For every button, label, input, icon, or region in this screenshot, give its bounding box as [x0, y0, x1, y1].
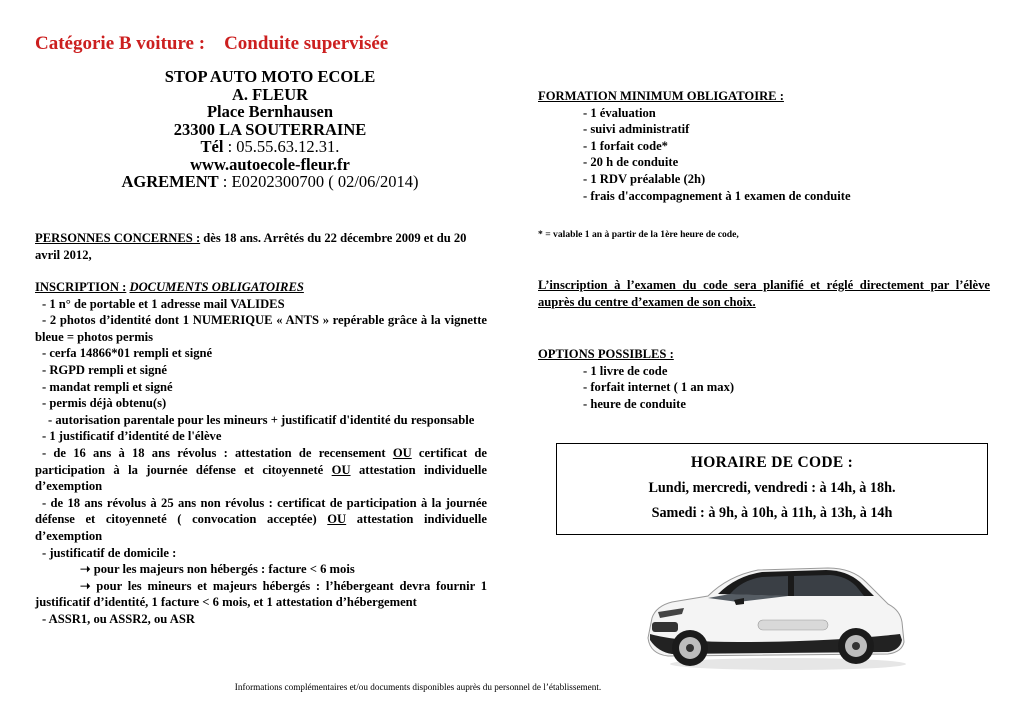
- age16-text-a: - de 16 ans à 18 ans révolus : attestation de recensement: [42, 445, 393, 460]
- school-website: www.autoecole-fleur.fr: [190, 154, 350, 174]
- heberges-item: [35, 578, 487, 611]
- phone-label: Tél: [200, 137, 224, 156]
- options-item: - heure de conduite: [583, 396, 686, 411]
- options-item: - forfait internet ( 1 an max): [583, 380, 735, 395]
- inscription-item: - mandat rempli et signé: [42, 379, 173, 394]
- horaire-title: HORAIRE DE CODE :: [690, 454, 854, 471]
- school-street: Place Bernhausen: [206, 102, 334, 121]
- formation-item: - frais d'accompagnement à 1 examen de conduite: [583, 188, 851, 203]
- arrow-right-icon: ➝: [80, 562, 91, 577]
- personnes-section: [35, 230, 487, 263]
- inscription-item: - 1 n° de portable et 1 adresse mail VALIDES: [42, 296, 285, 311]
- age18-text-a: - de 18 ans révolus à 25 ans non révolus : certificat de participation à la journée défense et citoyenneté ( convocation acceptée): [35, 495, 487, 527]
- inscription-item: - autorisation parentale pour les mineurs + justificatif d'identité du responsable: [48, 412, 475, 427]
- formation-item: - suivi administratif: [583, 122, 690, 137]
- inscription-item: - cerfa 14866*01 rempli et signé: [42, 346, 213, 361]
- non-heberges-item: [35, 561, 487, 578]
- school-agrement-line: [70, 173, 470, 191]
- personnes-text: dès 18 ans. Arrêtés du 22 décembre 2009 et du 20 avril 2012,: [35, 231, 467, 262]
- age16-text-b: certificat de participation à la journée défense et citoyenneté: [35, 445, 487, 477]
- age18-text-b: attestation individuelle d’exemption: [35, 512, 487, 543]
- school-director: A. FLEUR: [231, 84, 309, 104]
- non-heberges-text: pour les majeurs non hébergés : facture < 6 mois: [90, 562, 355, 577]
- personnes-label: PERSONNES CONCERNES :: [35, 231, 201, 245]
- inscription-item: - 2 photos d’identité dont 1 NUMERIQUE « ANTS » repérable grâce à la vignette bleue = photos permis: [35, 313, 487, 344]
- horaire-weekdays: Lundi, mercredi, vendredi : à 14h, à 18h.: [648, 480, 896, 496]
- school-name: STOP AUTO MOTO ECOLE: [164, 67, 376, 86]
- heberges-text: pour les mineurs et majeurs hébergés : l’hébergeant devra fournir 1 justificatif d’identité, 1 facture < 6 mois, et 1 attestation d’hébergement: [35, 578, 487, 610]
- horaire-saturday: Samedi : à 9h, à 10h, à 11h, à 13h, à 14h: [651, 505, 893, 521]
- inscription-section: [35, 279, 487, 627]
- assr-item: - ASSR1, ou ASSR2, ou ASR: [42, 611, 195, 626]
- arrow-right-icon: ➝: [80, 578, 91, 593]
- ou-marker: OU: [327, 512, 347, 527]
- horaire-box: [556, 443, 988, 535]
- inscription-label: INSCRIPTION :: [35, 280, 127, 294]
- formation-section: [538, 88, 990, 204]
- inscription-item: - RGPD rempli et signé: [42, 362, 167, 377]
- agrement-value: : E0202300700 ( 02/06/2014): [218, 172, 419, 191]
- inscription-item: - permis déjà obtenu(s): [42, 396, 167, 411]
- page-title: Catégorie B voiture : Conduite supervisée: [35, 33, 389, 54]
- inscription-item: - 1 justificatif d’identité de l'élève: [42, 429, 222, 444]
- formation-item: - 1 RDV préalable (2h): [583, 171, 706, 186]
- domicile-item: - justificatif de domicile :: [42, 545, 177, 560]
- formation-note: * = valable 1 an à partir de la 1ère heure de code,: [538, 229, 739, 240]
- school-info: [70, 68, 470, 191]
- footer-note: Informations complémentaires et/ou documents disponibles auprès du personnel de l’établissement.: [234, 682, 602, 692]
- options-item: - 1 livre de code: [583, 363, 668, 378]
- formation-item: - 1 forfait code*: [583, 138, 668, 153]
- options-section: [538, 346, 990, 412]
- inscription-sublabel: DOCUMENTS OBLIGATOIRES: [129, 280, 304, 294]
- car-icon: [638, 560, 908, 675]
- options-label: OPTIONS POSSIBLES :: [538, 347, 674, 361]
- ou-marker: OU: [392, 445, 412, 460]
- formation-label: FORMATION MINIMUM OBLIGATOIRE :: [538, 89, 784, 103]
- formation-item: - 1 évaluation: [583, 105, 656, 120]
- ou-marker: OU: [331, 462, 351, 477]
- school-phone-line: [70, 138, 470, 156]
- age16-text-c: attestation individuelle d’exemption: [35, 462, 487, 494]
- phone-number: : 05.55.63.12.31.: [223, 137, 340, 156]
- school-city: 23300 LA SOUTERRAINE: [173, 119, 367, 139]
- age-18-25-item: [35, 495, 487, 545]
- agrement-label: AGREMENT: [121, 172, 219, 191]
- inscription-heading: [35, 279, 487, 296]
- code-exam-notice: L’inscription à l’examen du code sera planifié et réglé directement par l’élève auprès du centre d’examen de son choix.: [538, 278, 990, 309]
- formation-item: - 20 h de conduite: [583, 155, 679, 170]
- age-16-18-item: [35, 445, 487, 495]
